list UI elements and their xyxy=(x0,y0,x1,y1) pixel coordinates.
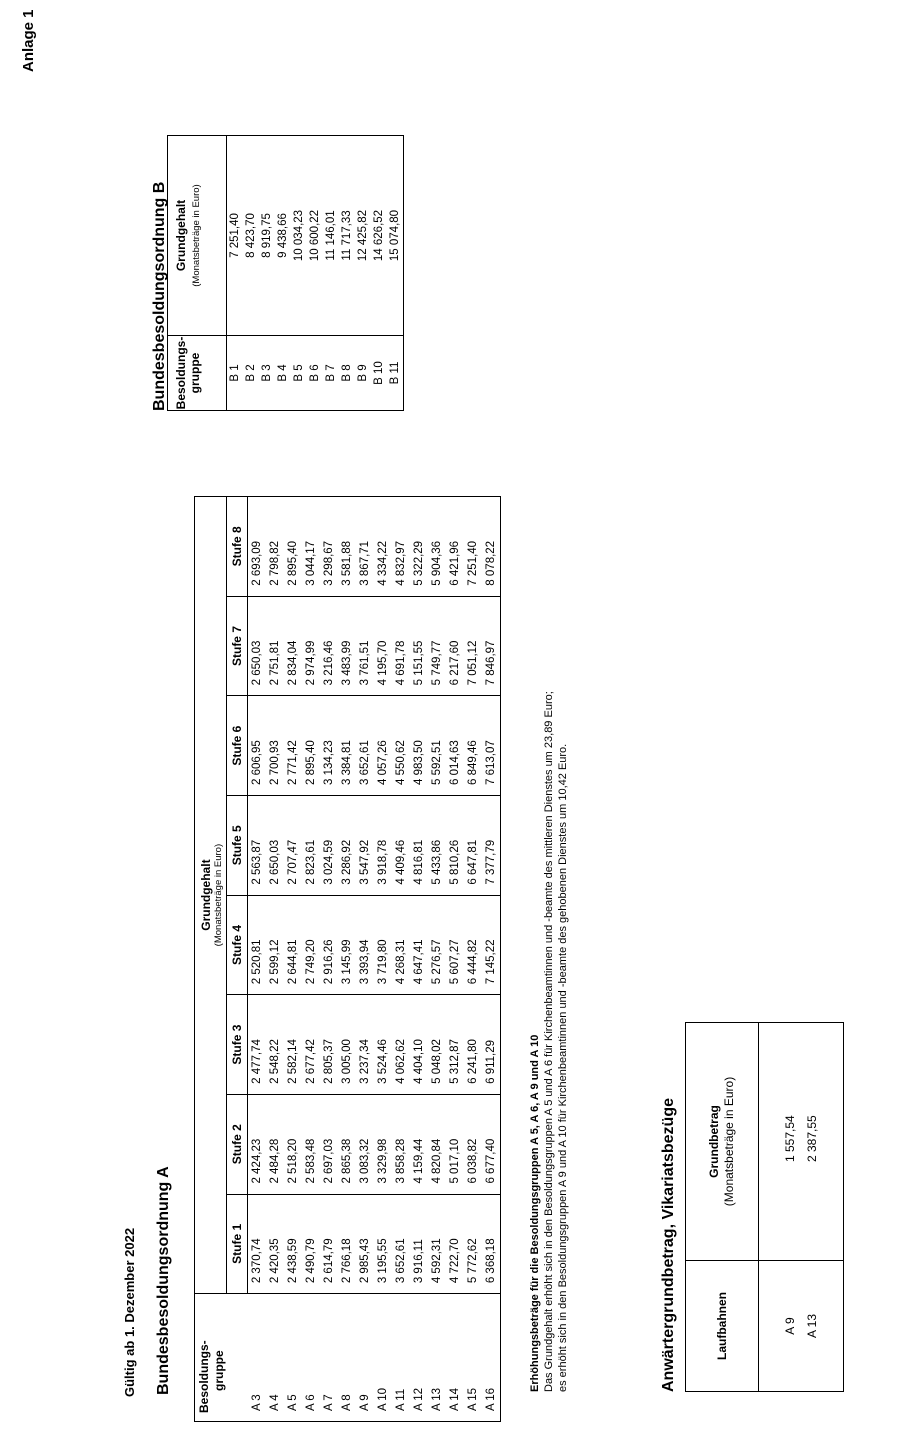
salary-cell: 3 134,23 xyxy=(320,696,338,796)
laufbahn-label: A 9 xyxy=(779,1261,801,1392)
table-row xyxy=(227,136,244,411)
table-row xyxy=(266,497,284,1422)
group-header xyxy=(195,1294,248,1422)
table-row xyxy=(779,1023,801,1392)
group-label: A 6 xyxy=(302,1294,320,1422)
salary-cell: 6 368,18 xyxy=(482,1194,501,1294)
group-label: A 15 xyxy=(464,1294,482,1422)
salary-cell: 2 693,09 xyxy=(248,497,267,597)
c-grundbetrag-label: Grundbetrag xyxy=(707,1105,721,1178)
monatsbetraege-header: (Monatsbeträge in Euro) xyxy=(213,843,224,947)
group-label: B 6 xyxy=(307,336,323,411)
salary-cell: 2 805,37 xyxy=(320,995,338,1095)
group-label: A 8 xyxy=(338,1294,356,1422)
b-group-header-line2: gruppe xyxy=(188,352,202,394)
salary-cell: 2 599,12 xyxy=(266,895,284,995)
salary-cell: 4 592,31 xyxy=(428,1194,446,1294)
salary-cell: 4 268,31 xyxy=(392,895,410,995)
group-label: A 13 xyxy=(428,1294,446,1422)
footnote-heading: Erhöhungsbeträge für die Besoldungsgruppen A 5, A 6, A 9 und A 10 xyxy=(529,1034,541,1392)
group-label: B 1 xyxy=(227,336,244,411)
salary-cell: 3 858,28 xyxy=(392,1094,410,1194)
salary-cell: 14 626,52 xyxy=(373,209,385,262)
salary-cell: 3 145,99 xyxy=(338,895,356,995)
salary-cell: 7 613,07 xyxy=(482,696,501,796)
group-label: A 16 xyxy=(482,1294,501,1422)
table-row xyxy=(387,136,404,411)
salary-cell: 2 420,35 xyxy=(266,1194,284,1294)
salary-cell: 2 650,03 xyxy=(266,795,284,895)
salary-cell: 6 241,80 xyxy=(464,995,482,1095)
salary-cell: 2 606,95 xyxy=(248,696,267,796)
salary-cell: 7 846,97 xyxy=(482,596,501,696)
salary-cell: 5 592,51 xyxy=(428,696,446,796)
salary-cell: 3 652,61 xyxy=(356,696,374,796)
salary-cell: 9 438,66 xyxy=(277,213,289,258)
group-label: B 9 xyxy=(355,336,371,411)
salary-cell: 6 421,96 xyxy=(446,497,464,597)
salary-cell: 3 524,46 xyxy=(374,995,392,1095)
salary-cell: 2 548,22 xyxy=(266,995,284,1095)
title-c: Anwärtergrundbetrag, Vikariatsbezüge xyxy=(660,1098,677,1392)
table-row xyxy=(410,497,428,1422)
table-row xyxy=(801,1023,823,1392)
stufe-header: Stufe 3 xyxy=(227,995,248,1095)
group-label: B 4 xyxy=(275,336,291,411)
stufe-header: Stufe 5 xyxy=(227,795,248,895)
salary-cell: 2 766,18 xyxy=(338,1194,356,1294)
salary-cell: 2 974,99 xyxy=(302,596,320,696)
title-a: Bundesbesoldungsordnung A xyxy=(155,1166,172,1395)
group-label: A 7 xyxy=(320,1294,338,1422)
table-row xyxy=(323,136,339,411)
group-label: B 11 xyxy=(387,336,404,411)
salary-cell: 2 424,23 xyxy=(248,1094,267,1194)
salary-cell: 3 652,61 xyxy=(392,1194,410,1294)
salary-cell: 2 650,03 xyxy=(248,596,267,696)
c-spacer-row-bottom xyxy=(823,1023,844,1392)
salary-cell: 2 707,47 xyxy=(284,795,302,895)
salary-cell: 4 159,44 xyxy=(410,1094,428,1194)
salary-cell: 7 145,22 xyxy=(482,895,501,995)
group-label: A 4 xyxy=(266,1294,284,1422)
salary-cell: 3 547,92 xyxy=(356,795,374,895)
table-row xyxy=(339,136,355,411)
b-monatsbetraege-label: (Monatsbeträge in Euro) xyxy=(191,184,202,287)
c-spacer-row xyxy=(759,1023,780,1392)
salary-cell: 4 691,78 xyxy=(392,596,410,696)
salary-cell: 6 217,60 xyxy=(446,596,464,696)
salary-cell: 3 044,17 xyxy=(302,497,320,597)
table-row xyxy=(275,136,291,411)
group-label: A 3 xyxy=(248,1294,267,1422)
title-b: Bundesbesoldungsordnung B xyxy=(151,181,168,411)
salary-cell: 3 719,80 xyxy=(374,895,392,995)
salary-cell: 2 985,43 xyxy=(356,1194,374,1294)
group-header-line2: gruppe xyxy=(212,1350,226,1391)
group-label: A 12 xyxy=(410,1294,428,1422)
table-besoldung-b xyxy=(167,135,404,411)
salary-cell: 8 078,22 xyxy=(482,497,501,597)
salary-cell: 6 444,82 xyxy=(464,895,482,995)
table-row xyxy=(284,497,302,1422)
footnote-line2: es erhöht sich in den Besoldungsgruppen A 9 und A 10 für Kirchenbeamtinnen und -beamte des gehobenen Dienstes um 10,42 Euro. xyxy=(557,743,569,1392)
salary-cell: 5 904,36 xyxy=(428,497,446,597)
salary-cell: 5 276,57 xyxy=(428,895,446,995)
salary-cell: 4 816,81 xyxy=(410,795,428,895)
table-row xyxy=(355,136,371,411)
salary-cell: 3 195,55 xyxy=(374,1194,392,1294)
salary-cell: 3 286,92 xyxy=(338,795,356,895)
salary-cell: 5 017,10 xyxy=(446,1094,464,1194)
table-row xyxy=(259,136,275,411)
salary-cell: 3 083,32 xyxy=(356,1094,374,1194)
table-row xyxy=(464,497,482,1422)
stufe-header: Stufe 8 xyxy=(227,497,248,597)
table-anwaerter xyxy=(685,1022,844,1392)
salary-cell: 5 772,62 xyxy=(464,1194,482,1294)
salary-cell: 2 582,14 xyxy=(284,995,302,1095)
salary-cell: 2 916,26 xyxy=(320,895,338,995)
table-c-body xyxy=(779,1023,823,1392)
salary-cell: 4 983,50 xyxy=(410,696,428,796)
salary-cell: 2 438,59 xyxy=(284,1194,302,1294)
salary-cell: 5 433,86 xyxy=(428,795,446,895)
group-label: A 5 xyxy=(284,1294,302,1422)
salary-cell: 3 393,94 xyxy=(356,895,374,995)
salary-cell: 6 849,46 xyxy=(464,696,482,796)
stufe-header: Stufe 1 xyxy=(227,1194,248,1294)
group-label: A 14 xyxy=(446,1294,464,1422)
salary-cell: 4 195,70 xyxy=(374,596,392,696)
table-row xyxy=(446,497,464,1422)
salary-cell: 2 749,20 xyxy=(302,895,320,995)
table-row xyxy=(307,136,323,411)
c-laufbahnen-header: Laufbahnen xyxy=(686,1261,759,1392)
table-row xyxy=(302,497,320,1422)
salary-cell: 3 384,81 xyxy=(338,696,356,796)
table-besoldung-a xyxy=(194,496,501,1422)
salary-cell: 4 550,62 xyxy=(392,696,410,796)
table-row xyxy=(392,497,410,1422)
salary-cell: 6 647,81 xyxy=(464,795,482,895)
salary-cell: 6 911,29 xyxy=(482,995,501,1095)
salary-cell: 12 425,82 xyxy=(357,209,369,262)
group-header-line1: Besoldungs- xyxy=(197,1340,211,1413)
salary-cell: 3 483,99 xyxy=(338,596,356,696)
salary-cell: 3 298,67 xyxy=(320,497,338,597)
salary-cell: 4 832,97 xyxy=(392,497,410,597)
salary-cell: 2 484,28 xyxy=(266,1094,284,1194)
table-row xyxy=(482,497,501,1422)
group-label: A 9 xyxy=(356,1294,374,1422)
salary-cell: 2 614,79 xyxy=(320,1194,338,1294)
table-a-body xyxy=(248,497,501,1422)
salary-cell: 4 409,46 xyxy=(392,795,410,895)
salary-cell: 7 251,40 xyxy=(229,213,241,258)
table-row xyxy=(338,497,356,1422)
table-row xyxy=(428,497,446,1422)
grundgehalt-header: Grundgehalt xyxy=(199,859,213,931)
b-grundgehalt-label: Grundgehalt xyxy=(174,199,188,272)
b-group-header-line1: Besoldungs- xyxy=(174,336,188,410)
salary-cell: 4 820,84 xyxy=(428,1094,446,1194)
salary-cell: 5 810,26 xyxy=(446,795,464,895)
salary-cell: 3 237,34 xyxy=(356,995,374,1095)
group-label: A 11 xyxy=(392,1294,410,1422)
salary-cell: 5 322,29 xyxy=(410,497,428,597)
grundbetrag-cell: 1 557,54 xyxy=(783,1115,797,1162)
grundbetrag-cell: 2 387,55 xyxy=(805,1115,819,1162)
salary-cell: 4 062,62 xyxy=(392,995,410,1095)
salary-cell: 2 895,40 xyxy=(302,696,320,796)
stufe-header: Stufe 6 xyxy=(227,696,248,796)
salary-cell: 8 919,75 xyxy=(261,213,273,258)
stufe-header: Stufe 2 xyxy=(227,1094,248,1194)
salary-cell: 4 404,10 xyxy=(410,995,428,1095)
salary-cell: 4 334,22 xyxy=(374,497,392,597)
salary-cell: 2 490,79 xyxy=(302,1194,320,1294)
salary-cell: 10 034,23 xyxy=(293,209,305,262)
salary-cell: 2 895,40 xyxy=(284,497,302,597)
group-label: A 10 xyxy=(374,1294,392,1422)
salary-cell: 2 677,42 xyxy=(302,995,320,1095)
group-label: B 2 xyxy=(243,336,259,411)
salary-cell: 4 647,41 xyxy=(410,895,428,995)
salary-cell: 2 823,61 xyxy=(302,795,320,895)
anlage-label: Anlage 1 xyxy=(20,9,37,72)
salary-cell: 3 581,88 xyxy=(338,497,356,597)
footnote-line1: Das Grundgehalt erhöht sich in den Besoldungsgruppen A 5 und A 6 für Kirchenbeamtinnen und -beamte des mittleren Dienstes um 23,89 Euro; xyxy=(543,691,555,1392)
salary-cell: 15 074,80 xyxy=(389,209,401,262)
salary-cell: 2 798,82 xyxy=(266,497,284,597)
salary-cell: 6 014,63 xyxy=(446,696,464,796)
salary-cell: 7 377,79 xyxy=(482,795,501,895)
group-label: B 7 xyxy=(323,336,339,411)
salary-cell: 3 024,59 xyxy=(320,795,338,895)
salary-cell: 6 677,40 xyxy=(482,1094,501,1194)
laufbahn-label: A 13 xyxy=(801,1261,823,1392)
c-monatsbetraege-label: (Monatsbeträge in Euro) xyxy=(722,1076,736,1207)
salary-cell: 4 722,70 xyxy=(446,1194,464,1294)
salary-cell: 4 057,26 xyxy=(374,696,392,796)
salary-cell: 10 600,22 xyxy=(309,209,321,262)
table-row xyxy=(371,136,387,411)
salary-cell: 7 051,12 xyxy=(464,596,482,696)
stufe-header: Stufe 7 xyxy=(227,596,248,696)
salary-cell: 3 916,11 xyxy=(410,1194,428,1294)
salary-cell: 8 423,70 xyxy=(245,213,257,258)
table-row xyxy=(320,497,338,1422)
salary-cell: 5 749,77 xyxy=(428,596,446,696)
group-label: B 8 xyxy=(339,336,355,411)
table-row xyxy=(291,136,307,411)
salary-cell: 2 563,87 xyxy=(248,795,267,895)
c-grundbetrag-header xyxy=(686,1023,759,1261)
salary-cell: 2 477,74 xyxy=(248,995,267,1095)
salary-cell: 3 216,46 xyxy=(320,596,338,696)
stufe-header-row xyxy=(227,497,248,1422)
table-row xyxy=(248,497,267,1422)
salary-cell: 5 312,87 xyxy=(446,995,464,1095)
salary-cell: 2 583,48 xyxy=(302,1094,320,1194)
group-label: B 5 xyxy=(291,336,307,411)
salary-cell: 2 697,03 xyxy=(320,1094,338,1194)
salary-cell: 5 048,02 xyxy=(428,995,446,1095)
group-label: B 10 xyxy=(371,336,387,411)
salary-cell: 7 251,40 xyxy=(464,497,482,597)
salary-cell: 6 038,82 xyxy=(464,1094,482,1194)
b-grundgehalt-header xyxy=(168,136,227,336)
salary-cell: 3 918,78 xyxy=(374,795,392,895)
b-group-header xyxy=(168,336,227,411)
salary-cell: 2 771,42 xyxy=(284,696,302,796)
salary-cell: 2 700,93 xyxy=(266,696,284,796)
table-row xyxy=(243,136,259,411)
salary-cell: 2 834,04 xyxy=(284,596,302,696)
salary-cell: 5 607,27 xyxy=(446,895,464,995)
stufe-header: Stufe 4 xyxy=(227,895,248,995)
salary-cell: 3 005,00 xyxy=(338,995,356,1095)
salary-cell: 2 520,81 xyxy=(248,895,267,995)
table-row xyxy=(374,497,392,1422)
validity-date: Gültig ab 1. Dezember 2022 xyxy=(122,1227,137,1397)
table-b-body xyxy=(227,136,404,411)
salary-cell: 3 867,71 xyxy=(356,497,374,597)
group-label: B 3 xyxy=(259,336,275,411)
salary-cell: 2 865,38 xyxy=(338,1094,356,1194)
salary-cell: 3 761,51 xyxy=(356,596,374,696)
salary-cell: 2 751,81 xyxy=(266,596,284,696)
salary-cell: 11 146,01 xyxy=(325,210,337,261)
salary-cell: 3 329,98 xyxy=(374,1094,392,1194)
salary-cell: 2 644,81 xyxy=(284,895,302,995)
salary-cell: 11 717,33 xyxy=(341,210,353,261)
salary-cell: 2 370,74 xyxy=(248,1194,267,1294)
table-row xyxy=(356,497,374,1422)
footnote xyxy=(528,691,570,1392)
salary-cell: 2 518,20 xyxy=(284,1094,302,1194)
salary-cell: 5 151,55 xyxy=(410,596,428,696)
